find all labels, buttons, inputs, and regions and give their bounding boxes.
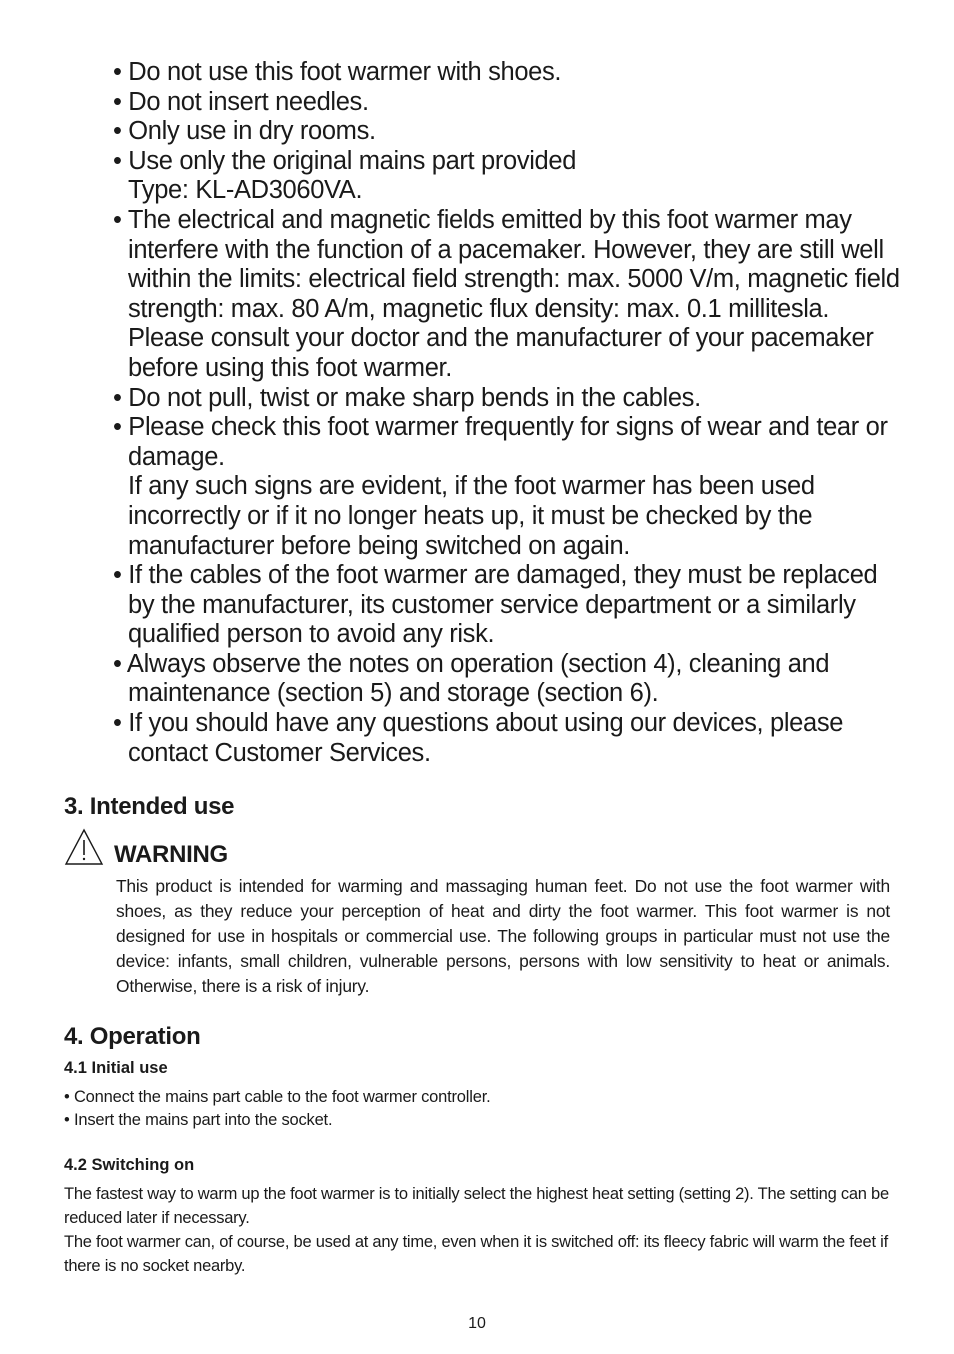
initial-use-list — [64, 1086, 490, 1132]
switching-on-paragraph: The fastest way to warm up the foot warmer is to initially select the highest heat setting (setting 2). The setting can be reduced later if necessary. — [64, 1185, 889, 1227]
safety-note — [113, 117, 903, 147]
safety-note-text: • Do not insert needles. — [113, 87, 369, 116]
safety-note — [113, 88, 903, 118]
safety-note — [113, 561, 903, 650]
warning-triangle-icon — [64, 828, 104, 866]
safety-note — [113, 413, 903, 561]
safety-note — [113, 650, 903, 709]
safety-note-text: • Always observe the notes on operation (section 4), cleaning and maintenance (section 5) and storage (section 6). — [113, 649, 830, 708]
safety-note-text: • Do not use this foot warmer with shoes. — [113, 58, 562, 86]
safety-notes-list — [113, 58, 903, 768]
list-item: • Connect the mains part cable to the foot warmer controller. — [64, 1088, 491, 1106]
safety-note — [113, 384, 903, 414]
safety-note-text: • Do not pull, twist or make sharp bends in the cables. — [113, 383, 701, 412]
safety-note-text: • If the cables of the foot warmer are damaged, they must be replaced by the manufacturer, its customer service department or a similarly qualified person to avoid any risk. — [113, 561, 878, 649]
safety-note — [113, 147, 903, 206]
subsection-title-switching-on: 4.2 Switching on — [64, 1156, 195, 1174]
safety-note-text: • The electrical and magnetic fields emitted by this foot warmer may interfere with the function of a pacemaker. However, they are still well within the limits: electrical field strength: max. 5000 V/m, magnetic field strength: max. 80 A/m, magnetic flux density: max. 0.1 millitesla. Please consult your doctor and the manufacturer of your pacemaker before using this foot warmer. — [113, 205, 900, 382]
section-title-intended-use: 3. Intended use — [64, 793, 235, 820]
safety-note-continuation: Type: KL-AD3060VA. — [128, 176, 363, 205]
safety-note — [113, 58, 903, 88]
safety-note-text: • Use only the original mains part provided — [113, 146, 577, 175]
warning-text: This product is intended for warming and massaging human feet. Do not use the foot warmer with shoes, as they reduce your perception of heat and dirty the foot warmer. This foot warmer is not designed for use in hospitals or commercial use. The following groups in particular must not use the device: infants, small children, vulnerable persons, persons with low sensitivity to heat or animals. Otherwise, there is a risk of injury. — [116, 876, 890, 996]
safety-note-text: • Only use in dry rooms. — [113, 117, 376, 146]
subsection-title-initial-use: 4.1 Initial use — [64, 1059, 168, 1077]
safety-note-text: • If you should have any questions about using our devices, please contact Customer Services. — [113, 709, 844, 767]
warning-title: WARNING — [114, 841, 228, 868]
switching-on-paragraph: The foot warmer can, of course, be used at any time, even when it is switched off: its fleecy fabric will warm the feet if there is no socket nearby. — [64, 1233, 888, 1275]
list-item: • Insert the mains part into the socket. — [64, 1111, 333, 1129]
safety-note-text: • Please check this foot warmer frequently for signs of wear and tear or damage. — [113, 413, 888, 471]
section-title-operation: 4. Operation — [64, 1023, 201, 1050]
safety-note — [113, 206, 903, 384]
safety-note-continuation: If any such signs are evident, if the foot warmer has been used incorrectly or if it no longer heats up, it must be checked by the manufacturer before being switched on again. — [128, 472, 815, 560]
page-number: 10 — [468, 1315, 486, 1332]
safety-note — [113, 709, 903, 768]
